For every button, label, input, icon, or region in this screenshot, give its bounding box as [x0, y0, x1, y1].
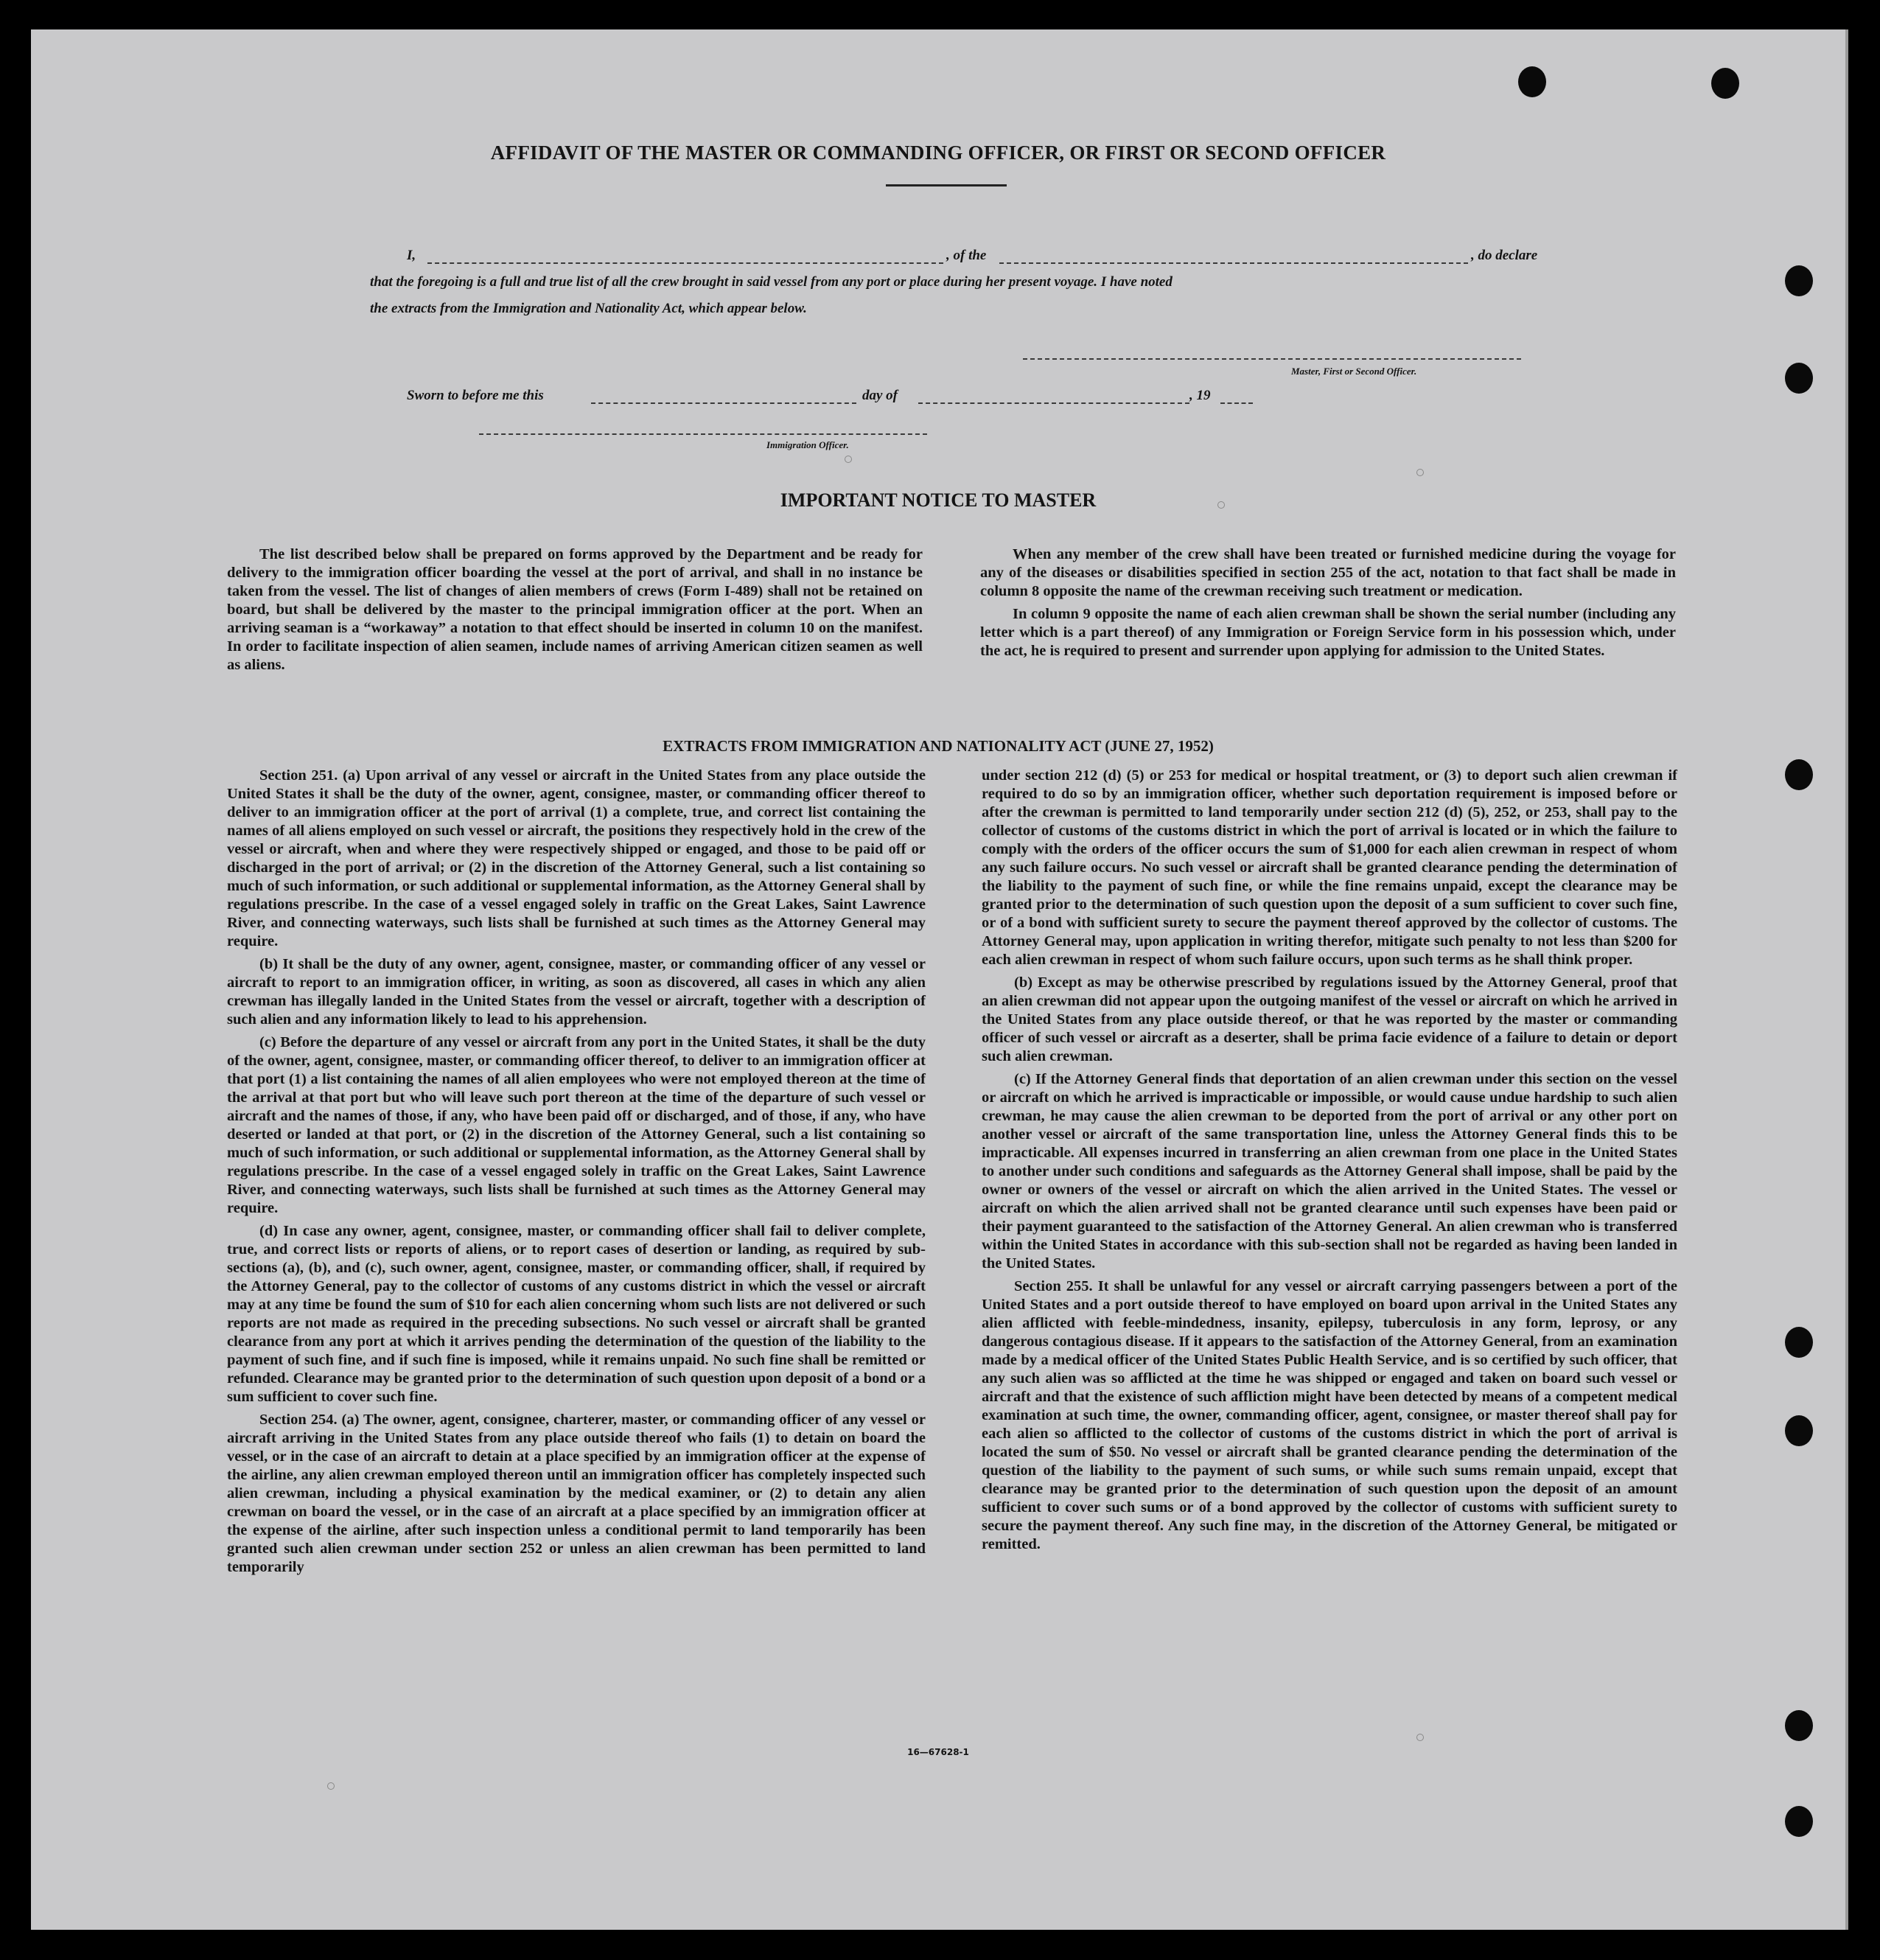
title-divider	[886, 184, 1007, 186]
extracts-title: EXTRACTS FROM IMMIGRATION AND NATIONALITY ACT (JUNE 27, 1952)	[663, 737, 1214, 755]
punch-hole	[1785, 1415, 1813, 1446]
notice-title: IMPORTANT NOTICE TO MASTER	[780, 489, 1097, 511]
extracts-left-column	[227, 767, 926, 1581]
section-paragraph: Section 251. (a) Upon arrival of any vessel or aircraft in the United States from any place outside the United States it shall be the duty of the owner, agent, consignee, master, or commanding officer thereof to deliver to an immigration officer at the port of arrival (1) a complete, true, and correct list containing the names of all aliens employed on such vessel or aircraft, the positions they respectively hold in the crew of the vessel or aircraft, when and where they were respectively shipped or engaged, and those to be paid off or discharged in the port of arrival; or (2) in the discretion of the Attorney General, such a list containing so much of such information, or such additional or supplemental information, as the Attorney General shall by regulations prescribe. In the case of a vessel engaged solely in traffic on the Great Lakes, Saint Lawrence River, and connecting waterways, such lists shall be furnished at such times as the Attorney General may require.	[227, 767, 926, 949]
section-paragraph: Section 255. It shall be unlawful for any vessel or aircraft carrying passengers between a port of the United States and a port outside thereof to have employed on board upon arrival in the United States any alien afflicted with feeble-mindedness, insanity, epilepsy, tuberculosis in any form, leprosy, or any dangerous contagious disease. If it appears to the satisfaction of the Attorney General, from an examination made by a medical officer of the United States Public Health Service, and is so certified by such officer, that any such alien was so afflicted at the time he was shipped or engaged and taken on board such vessel or aircraft and that the existence of such affliction might have been detected by means of a competent medical examination at such time, the owner, commanding officer, agent, consignee, or master thereof shall pay for each alien so afflicted to the collector of customs of the customs district in which the port of arrival is located the sum of $50. No vessel or aircraft shall be granted clearance pending the determination of the question of the liability to the payment of such sums, or while such sums remain unpaid, except that clearance may be granted prior to the determination of such question upon the deposit of an amount sufficient to cover such sums or of a bond approved by the collector of customs with sufficient surety to secure the payment thereof. Any such fine may, in the discretion of the Attorney General, be mitigated or remitted.	[982, 1278, 1677, 1552]
punch-hole	[1785, 1710, 1813, 1741]
punch-hole	[1785, 363, 1813, 394]
section-paragraph: (d) In case any owner, agent, consignee, master, or commanding officer shall fail to deliver complete, true, and correct lists or reports of aliens, or to report cases of desertion or landing, as required by sub-sections (a), (b), and (c), such owner, agent, consignee, master, or commanding officer, shall, if required by the Attorney General, pay to the collector of customs of any customs district in which the vessel or aircraft may at any time be found the sum of $10 for each alien concerning whom such lists are not delivered or such reports are not made as required in the preceding subsections. No such vessel or aircraft shall be granted clearance from any port at which it arrives pending the determination of the question of the liability to the payment of such fine, and if such fine is imposed, while it remains unpaid. No such fine shall be remitted or refunded. Clearance may be granted prior to the determination of such question upon deposit of a bond or a sum sufficient to cover such fine.	[227, 1223, 926, 1405]
paper-speck	[1416, 469, 1424, 476]
punch-hole	[1518, 66, 1546, 97]
sworn-day-field[interactable]	[591, 391, 856, 404]
immigration-officer-caption: Immigration Officer.	[766, 439, 849, 450]
punch-hole	[1785, 1806, 1813, 1837]
sworn-year-label: , 19	[1189, 388, 1211, 403]
declare-of-label: , of the	[946, 248, 987, 263]
notice-paragraph: When any member of the crew shall have been treated or furnished medicine during the voyage for any of the diseases or disabilities specified in section 255 of the act, notation to that fact shall be made in column 8 opposite the name of the crewman receiving such treatment or medication.	[980, 546, 1676, 599]
sworn-label: Sworn to before me this	[407, 388, 544, 403]
punch-hole	[1785, 1327, 1813, 1358]
document-page	[31, 29, 1848, 1930]
notice-paragraph: In column 9 opposite the name of each alien crewman shall be shown the serial number (including any letter which is a part thereof) of any Immigration or Foreign Service form in his possession which, under the act, he is required to present and surrender upon applying for admission to the United States.	[980, 606, 1676, 659]
notice-left-column	[227, 545, 923, 679]
vessel-name-field[interactable]	[999, 251, 1468, 264]
sworn-year-field[interactable]	[1220, 391, 1253, 404]
master-signature-caption: Master, First or Second Officer.	[1291, 366, 1417, 377]
extracts-right-column	[982, 767, 1677, 1558]
paper-speck	[1416, 1734, 1424, 1741]
declare-suffix: , do declare	[1471, 248, 1538, 263]
punch-hole	[1711, 68, 1739, 99]
sworn-month-field[interactable]	[918, 391, 1189, 404]
immigration-officer-signature-line[interactable]	[479, 422, 927, 435]
master-signature-line[interactable]	[1023, 346, 1521, 360]
form-number: 16—67628-1	[907, 1747, 969, 1757]
paper-speck	[845, 456, 852, 463]
section-paragraph: Section 254. (a) The owner, agent, consignee, charterer, master, or commanding officer of any vessel or aircraft arriving in the United States from any place outside thereof who fails (1) to detain on board the vessel, or in the case of an aircraft to detain at a place specified by an immigration officer at the expense of the airline, any alien crewman employed thereon until an immigration officer has completely inspected such alien crewman, including a physical examination by the medical examiner, or (2) to detain any alien crewman on board the vessel, or in the case of an aircraft at a place specified by an immigration officer at the expense of the airline, after such inspection unless a conditional permit to land temporarily has been granted such alien crewman under section 252 or unless an alien crewman has been permitted to land temporarily	[227, 1412, 926, 1575]
section-paragraph: (c) Before the departure of any vessel or aircraft from any port in the United States, it shall be the duty of the owner, agent, consignee, master, or commanding officer thereof, to deliver to an immigration officer at that port (1) a list containing the names of all alien employees who were not employed thereon at the time of the arrival at that port but who will leave such port thereon at the time of the departure of such vessel or aircraft and the names of those, if any, who have been paid off or discharged, and of those, if any, who have deserted or landed at that port, or (2) in the discretion of the Attorney General, such a list containing so much of such information, or such additional or supplemental information, as the Attorney General shall by regulations prescribe. In the case of a vessel engaged solely in traffic on the Great Lakes, Saint Lawrence River, and connecting waterways, such lists shall be furnished at such times as the Attorney General may require.	[227, 1034, 926, 1216]
punch-hole	[1785, 265, 1813, 296]
sworn-day-label: day of	[862, 388, 898, 403]
section-paragraph: under section 212 (d) (5) or 253 for medical or hospital treatment, or (3) to deport such alien crewman if required to do so by an immigration officer, whether such deportation requirement is imposed before or after the crewman is permitted to land temporarily under section 212 (d) (5), 252, or 253, shall pay to the collector of customs of the customs district in which the port of arrival is located or in which the failure to comply with the orders of the officer occurs the sum of $1,000 for each alien crewman in respect of whom any such failure occurs. No such vessel or aircraft shall be granted clearance pending the determination of the liability to the payment of such fine, or while the fine remains unpaid, except the clearance may be granted prior to the determination of such question upon the deposit of a sum sufficient to cover such fine, or of a bond with sufficient surety to secure the payment thereof approved by the collector of customs. The Attorney General may, upon application in writing therefor, mitigate such penalty to not less than $200 for each alien crewman in respect of whom such failure occurs, upon such terms as he shall think proper.	[982, 767, 1677, 968]
affidavit-statement-line-2: the extracts from the Immigration and Nationality Act, which appear below.	[370, 301, 807, 316]
affidavit-title: AFFIDAVIT OF THE MASTER OR COMMANDING OFFICER, OR FIRST OR SECOND OFFICER	[490, 142, 1386, 164]
section-paragraph: (b) It shall be the duty of any owner, agent, consignee, master, or commanding officer of any vessel or aircraft to report to an immigration officer, in writing, as soon as discovered, all cases in which any alien crewman has illegally landed in the United States from the vessel or aircraft, together with a description of such alien and any information likely to lead to his apprehension.	[227, 956, 926, 1028]
declarant-name-field[interactable]	[427, 251, 943, 264]
punch-hole	[1785, 759, 1813, 790]
section-paragraph: (b) Except as may be otherwise prescribed by regulations issued by the Attorney General, proof that an alien crewman did not appear upon the outgoing manifest of the vessel or aircraft on which he arrived in the United States from any place outside thereof, or that he was reported by the master or commanding officer of such vessel or aircraft as a deserter, shall be prima facie evidence of a failure to detain or deport such alien crewman.	[982, 974, 1677, 1064]
section-paragraph: (c) If the Attorney General finds that deportation of an alien crewman under this section on the vessel or aircraft on which he arrived is impracticable or impossible, or would cause undue hardship to such alien crewman, he may cause the alien crewman to be deported from the port of arrival or any other port on another vessel or aircraft of the same transportation line, unless the Attorney General finds this to be impracticable. All expenses incurred in transferring an alien crewman from one place in the United States to another under such conditions and safeguards as the Attorney General shall impose, shall be paid by the owner or owners of the vessel or aircraft on which the alien arrived in the United States. The vessel or aircraft on which the alien arrived shall not be granted clearance until such expenses have been paid or their payment guaranteed to the satisfaction of the Attorney General. An alien crewman who is transferred within the United States in accordance with this sub-section shall not be regarded as having been landed in the United States.	[982, 1071, 1677, 1272]
declare-prefix: I,	[407, 248, 416, 263]
paper-speck	[327, 1782, 335, 1790]
notice-paragraph: The list described below shall be prepared on forms approved by the Department and be ready for delivery to the immigration officer boarding the vessel at the port of arrival, and shall in no instance be taken from the vessel. The list of changes of alien members of crews (Form I-489) shall not be retained on board, but shall be delivered by the master to the principal immigration officer at the port. When an arriving seaman is a “workaway” a notation to that effect should be inserted in column 10 on the manifest. In order to facilitate inspection of alien seamen, include names of arriving American citizen seamen as well as aliens.	[227, 546, 923, 673]
affidavit-statement-line-1: that the foregoing is a full and true list of all the crew brought in said vessel from any port or place during her present voyage. I have noted	[370, 274, 1173, 290]
notice-right-column	[980, 545, 1676, 665]
